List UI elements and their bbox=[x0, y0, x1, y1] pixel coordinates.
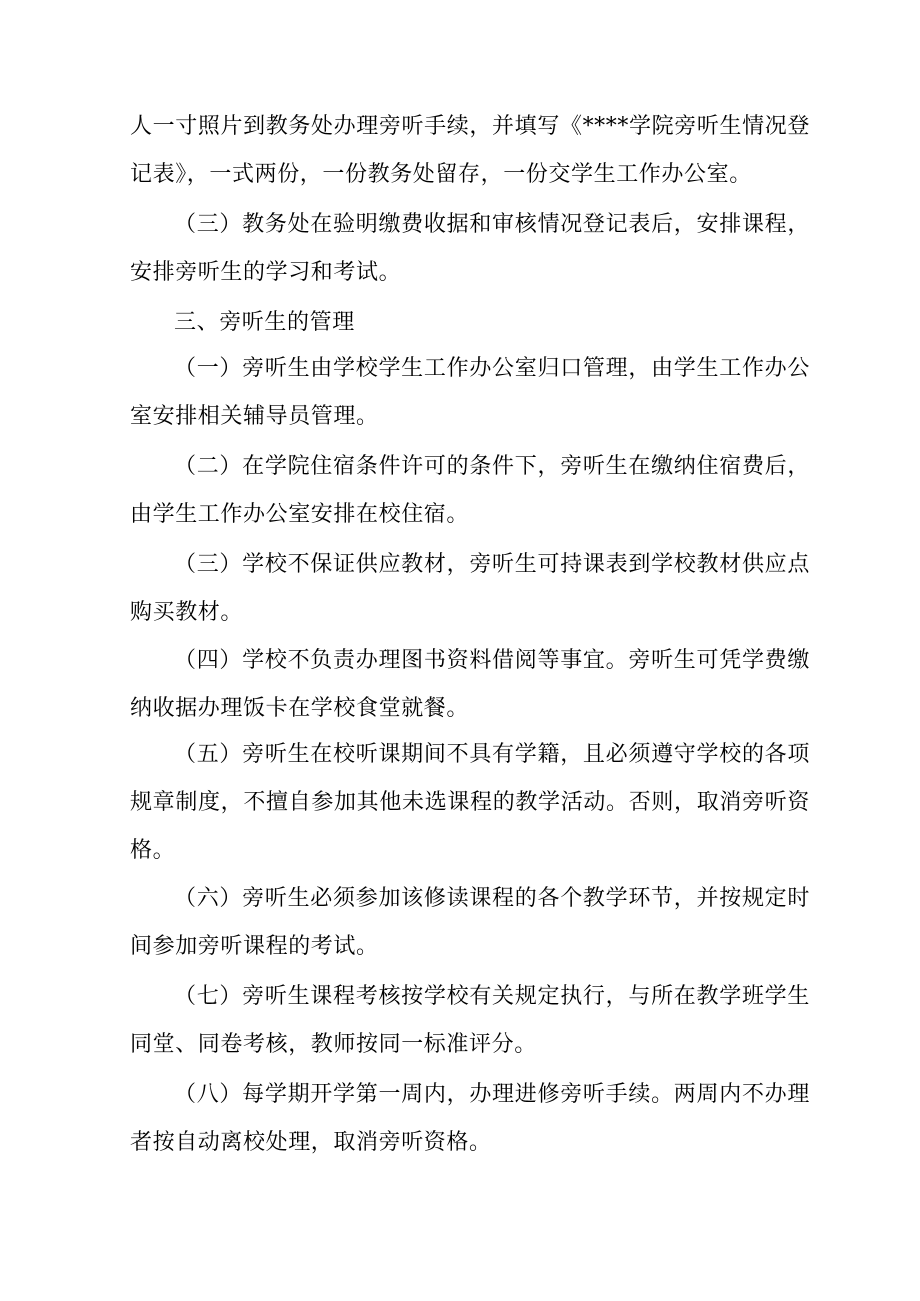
paragraph-mgmt-6: （六）旁听生必须参加该修读课程的各个教学环节，并按规定时间参加旁听课程的考试。 bbox=[130, 886, 810, 959]
paragraph-mgmt-2: （二）在学院住宿条件许可的条件下，旁听生在缴纳住宿费后，由学生工作办公室安排在校住宿。 bbox=[130, 454, 810, 527]
paragraph-mgmt-5: （五）旁听生在校听课期间不具有学籍，且必须遵守学校的各项规章制度，不擅自参加其他未选课程的教学活动。否则，取消旁听资格。 bbox=[130, 742, 810, 863]
paragraph-mgmt-8: （八）每学期开学第一周内，办理进修旁听手续。两周内不办理者按自动离校处理，取消旁听资格。 bbox=[130, 1082, 810, 1155]
paragraph-mgmt-1: （一）旁听生由学校学生工作办公室归口管理，由学生工作办公室安排相关辅导员管理。 bbox=[130, 356, 810, 429]
paragraph-mgmt-7: （七）旁听生课程考核按学校有关规定执行，与所在教学班学生同堂、同卷考核，教师按同一标准评分。 bbox=[130, 984, 810, 1057]
paragraph-mgmt-3: （三）学校不保证供应教材，旁听生可持课表到学校教材供应点购买教材。 bbox=[130, 552, 810, 625]
paragraph-mgmt-4: （四）学校不负责办理图书资料借阅等事宜。旁听生可凭学费缴纳收据办理饭卡在学校食堂就餐。 bbox=[130, 648, 810, 721]
section-heading-management: 三、旁听生的管理 bbox=[174, 310, 355, 335]
paragraph-continuation-registration: 人一寸照片到教务处办理旁听手续，并填写《****学院旁听生情况登记表》，一式两份，一份教务处留存，一份交学生工作办公室。 bbox=[130, 114, 810, 187]
paragraph-item-3-arrange-courses: （三）教务处在验明缴费收据和审核情况登记表后，安排课程，安排旁听生的学习和考试。 bbox=[130, 212, 810, 285]
